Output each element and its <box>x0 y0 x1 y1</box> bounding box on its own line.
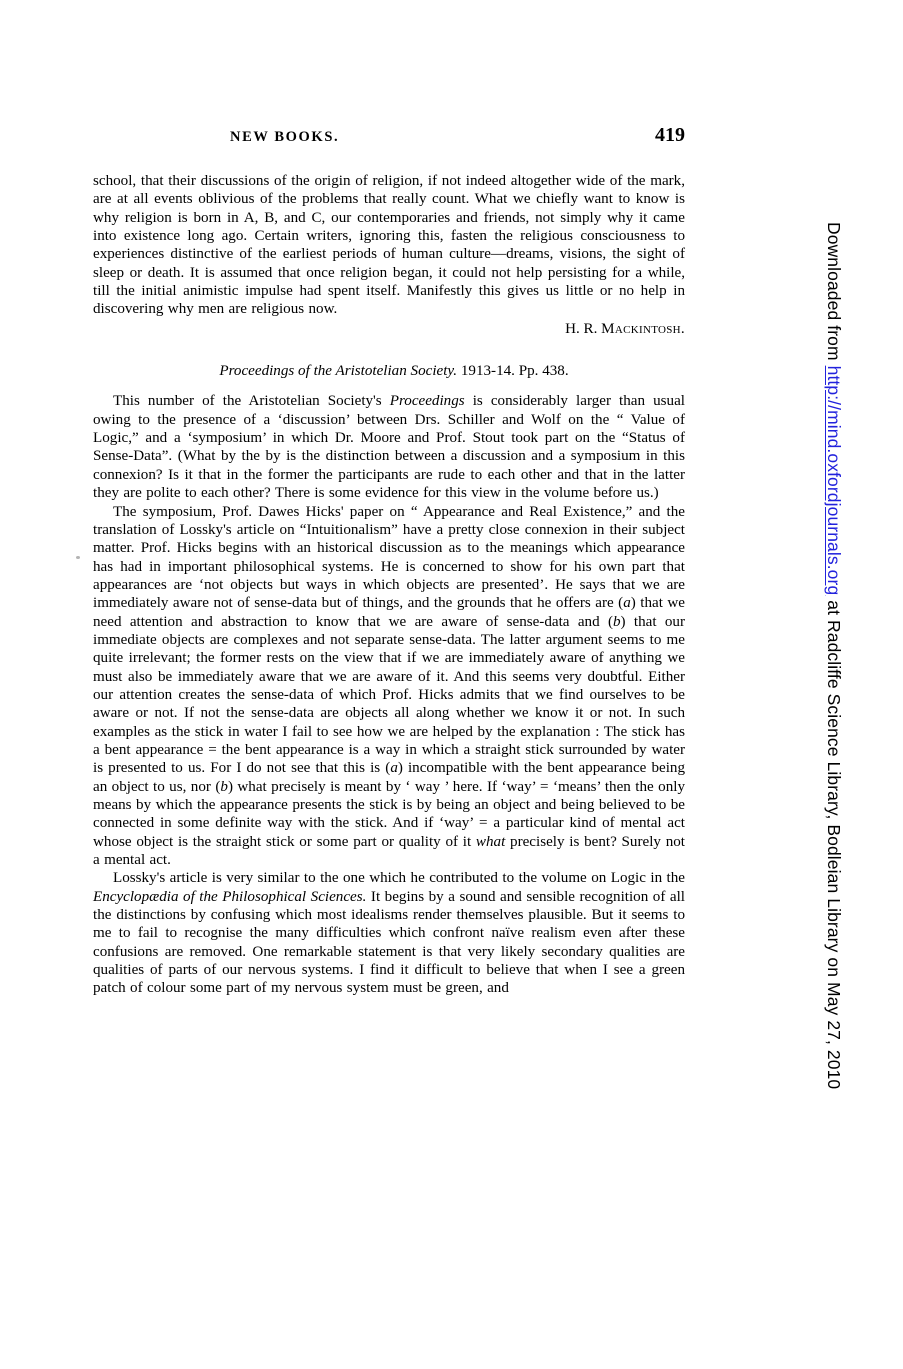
scan-speck <box>76 556 80 559</box>
reviewed-work-heading <box>93 362 685 380</box>
review-paragraph <box>93 392 685 502</box>
italic-run: Proceedings <box>389 393 465 410</box>
text-run: Lossky's article is very similar to the one which he contributed to the volume on Logic in the <box>113 870 685 887</box>
text-run: It begins by a sound and sensible recognition of all the distinctions by confusing which most idealisms render themselves plausible. But it seems to me to fail to recognise the many difficulties which confront naïve realism even after these confusions are removed. One remarkable statement is that very likely secondary qualities are qualities of parts of our nervous systems. I find it difficult to believe that when I see a green patch of colour some part of my nervous system must be green, and <box>93 888 685 997</box>
review-body <box>93 392 685 997</box>
italic-run: b <box>220 778 228 795</box>
page-text-block <box>93 124 685 998</box>
text-run: ) incompatible with the bent appearance being an object to us, nor ( <box>93 760 685 795</box>
journal-url-link[interactable]: http://mind.oxfordjournals.org <box>824 365 844 596</box>
signature-initials: H. R. <box>565 320 602 337</box>
italic-run: what <box>475 833 506 850</box>
download-stamp-suffix: at Radcliffe Science Library, Bodleian Library on May 27, 2010 <box>824 595 844 1090</box>
download-stamp <box>823 222 845 1157</box>
review-continuation-paragraph: school, that their discussions of the origin of religion, if not indeed altogether wide of the mark, are at all events oblivious of the problems that really count. What we chiefly want to know is why religion is born in A, B, and C, our contemporaries and friends, not simply why it came into existence long ago. Certain writers, ignoring this, fasten the religious consciousness to experiences distinctive of the earliest periods of human culture—dreams, visions, the sight of sleep or death. It is assumed that once religion began, it could not help persisting for a while, till the initial animistic impulse had spent itself. Manifestly this gives us little or no help in discovering why men are religious now. <box>93 173 685 318</box>
review-paragraph <box>93 503 685 870</box>
page-number: 419 <box>655 124 685 146</box>
text-run: ) that our immediate objects are complexes and not separate sense-data. The latter argument seems to me quite irrelevant; the former rests on the view that if we are immediately aware of anything we must also be immediately aware that we are aware of it. And this seems very doubtful. Either our attention creates the sense-data of which Prof. Hicks admits that we find ourselves to be aware or not. If not the sense-data are objects all along whether we know it or not. In such examples as the stick in water I fail to see how we are helped by the explanation : The stick has a bent appearance = the bent appearance is a way in which a straight stick surrounded by water is presented to us. For I do not see that this is ( <box>93 613 685 777</box>
heading-spacer <box>93 380 685 392</box>
text-run: The symposium, Prof. Dawes Hicks' paper on “ Appearance and Real Existence,” and the translation of Lossky's article on “Intuitionalism” have a pretty close connexion in their subject matter. Prof. Hicks begins with an historical discussion as to the meanings which appearance has had in important philosophical systems. He is concerned to show for his own part that appearances are ‘not objects but ways in which objects are presented’. He says that we are immediately aware not of sense-data but of things, and the grounds that he offers are ( <box>93 503 685 612</box>
text-run: ) that we need attention and abstraction to know that we are aware of sense-data and ( <box>93 595 685 630</box>
page-title: NEW BOOKS. <box>230 129 340 145</box>
reviewed-work-title: Proceedings of the Aristotelian Society. <box>219 363 458 380</box>
text-run: ) what precisely is meant by ‘ way ’ here. If ‘way’ = ‘means’ then the only means by which the appearance presents the stick is by being an object and being believed to be connected in some definite way with the stick. And if ‘way’ = a particular kind of mental act whose object is the straight stick or some part or quality of it <box>93 778 685 850</box>
text-run: precisely is bent? Surely not a mental act. <box>93 833 685 869</box>
text-run: This number of the Aristotelian Society's <box>113 393 390 410</box>
text-run: is considerably larger than usual owing to the presence of a ‘discussion’ between Drs. Schiller and Wolf on the “ Value of Logic,” and a ‘symposium’ in which Dr. Moore and Prof. Stout took part on the “Status of Sense-Data”. (What by the by is the distinction between a discussion and a symposium in this connexion? Is it that in the former the participants are rude to each other and that in the latter they are polite to each other? There is some evidence for this view in the volume before us.) <box>93 393 685 502</box>
reviewer-signature <box>93 320 685 338</box>
signature-surname: Mackintosh. <box>601 320 685 337</box>
italic-run: a <box>390 760 398 777</box>
download-stamp-prefix: Downloaded from <box>824 222 844 366</box>
running-head <box>93 124 685 146</box>
review-paragraph <box>93 869 685 997</box>
reviewed-work-details: 1913-14. Pp. 438. <box>457 363 569 380</box>
italic-run: b <box>612 613 621 630</box>
italic-run: a <box>623 595 631 612</box>
italic-run: Encyclopædia of the Philosophical Sciences. <box>93 888 367 905</box>
